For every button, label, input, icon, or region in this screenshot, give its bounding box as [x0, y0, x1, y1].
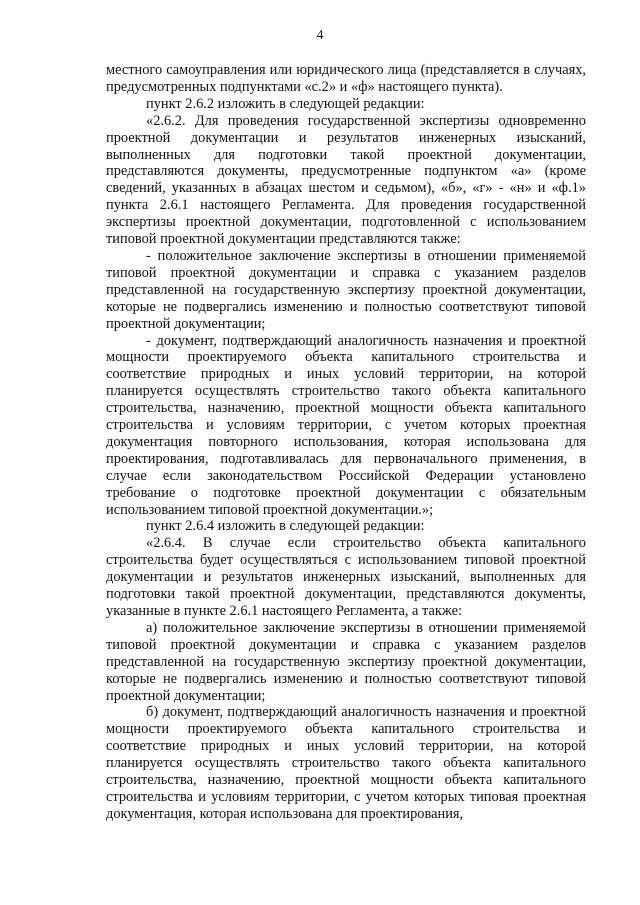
paragraph-2-6-4-item-b: б) документ, подтверждающий аналогичность назначения и проектной мощности проектируемого объекта капитального строительства и соответствие природных и иных условий территории, на которой планируется осуществлять строительство такого объекта капитального строительства, назначению, проектной мощности объекта капитального строительства и условиям территории, с учетом которых типовая проектная документация, которая использована для проектирования, [106, 704, 586, 822]
paragraph-2-6-2-item-2: - документ, подтверждающий аналогичность назначения и проектной мощности проектируемого объекта капитального строительства и соответствие природных и иных условий территории, на которой планируется осуществлять строительство такого объекта капитального строительства, назначению, проектной мощности объекта капитального строительства и условиям территории, с учетом которых проектная документация повторного использования, которая использована для проектирования, подготавливалась для первоначального применения, в случае если законодательством Российской Федерации установлено требование о подготовке проектной документации с обязательным использованием типовой проектной документации.»; [106, 332, 586, 518]
document-body [106, 62, 586, 823]
paragraph-amendment-2-6-2-intro: пункт 2.6.2 изложить в следующей редакции: [146, 95, 425, 112]
paragraph-2-6-2-item-1: - положительное заключение экспертизы в отношении применяемой типовой проектной документации и справка с указанием разделов представленной на государственную экспертизу проектной документации, которые не подвергались изменению и полностью соответствуют типовой проектной документации; [106, 247, 586, 332]
page-number: 4 [316, 28, 324, 43]
paragraph-2-6-4: «2.6.4. В случае если строительство объекта капитального строительства будет осуществляться с использованием типовой проектной документации и результатов инженерных изысканий, выполненных для подготовки такой проектной документации, представляются документы, указанные в пункте 2.6.1 настоящего Регламента, а также: [106, 535, 586, 619]
paragraph-amendment-2-6-4-intro: пункт 2.6.4 изложить в следующей редакции: [146, 518, 425, 535]
paragraph-continuation: местного самоуправления или юридического лица (представляется в случаях, предусмотренных подпунктами «с.2» и «ф» настоящего пункта). [106, 62, 586, 95]
paragraph-2-6-2: «2.6.2. Для проведения государственной экспертизы одновременно проектной документации и результатов инженерных изысканий, выполненных для подготовки такой проектной документации, представляются документы, предусмотренные подпунктом «а» (кроме сведений, указанных в абзацах шестом и седьмом), «б», «г» - «н» и «ф.1» пункта 2.6.1 настоящего Регламента. Для проведения государственной экспертизы проектной документации, подготовленной с использованием типовой проектной документации представляются также: [106, 112, 586, 248]
paragraph-2-6-4-item-a: а) положительное заключение экспертизы в отношении применяемой типовой проектной документации и справка с указанием разделов представленной на государственную экспертизу проектной документации, которые не подвергались изменению и полностью соответствуют типовой проектной документации; [106, 619, 586, 704]
